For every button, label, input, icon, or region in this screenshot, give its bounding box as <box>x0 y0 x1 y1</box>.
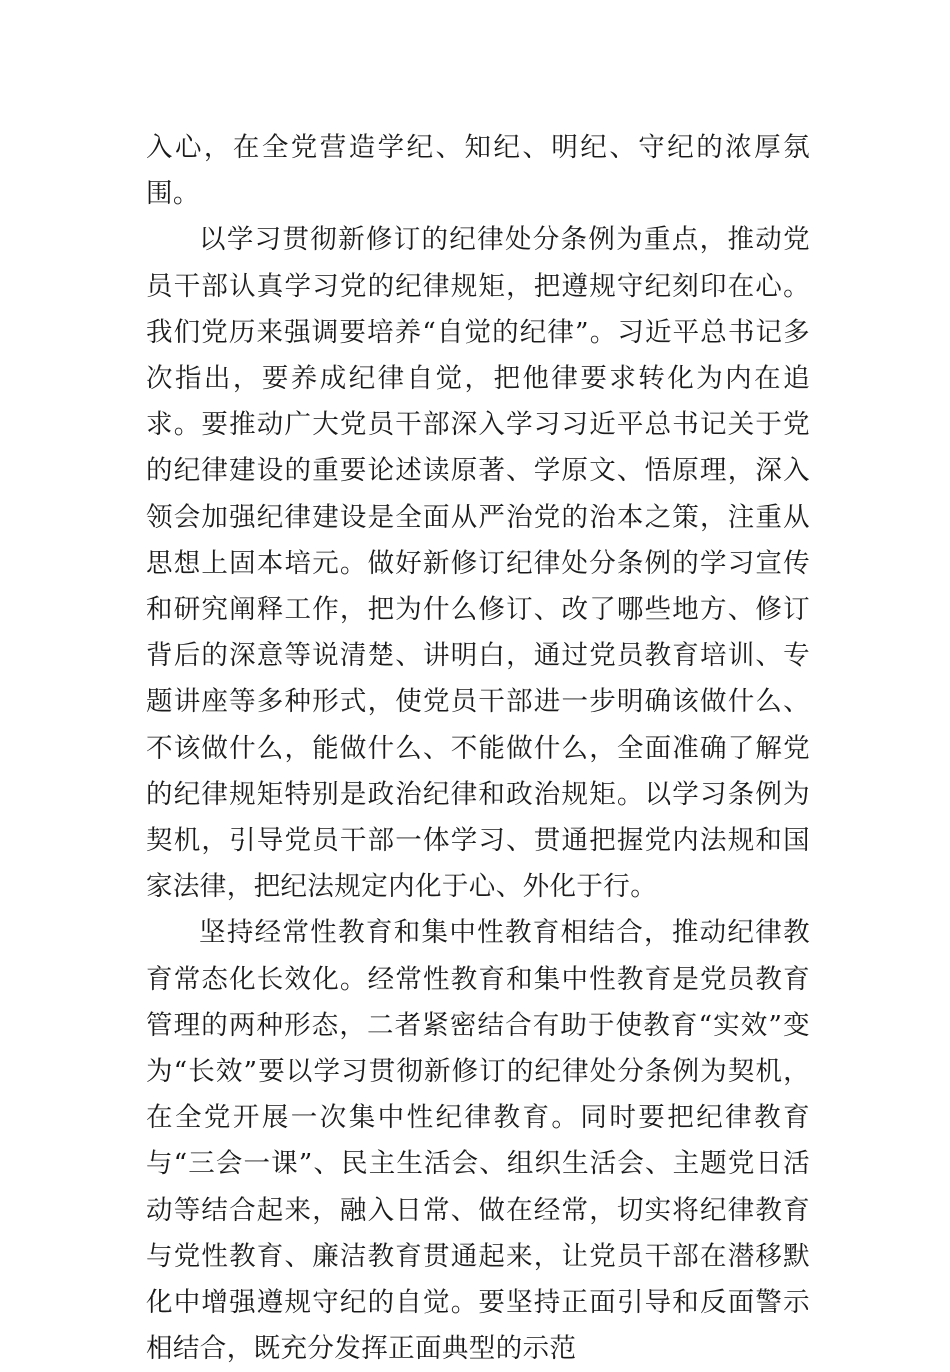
paragraph-study-regulations: 以学习贯彻新修订的纪律处分条例为重点，推动党员干部认真学习党的纪律规矩，把遵规守纪刻印在心。我们党历来强调要培养“自觉的纪律”。习近平总书记多次指出，要养成纪律自觉，把他律要求转化为内在追求。要推动广大党员干部深入学习习近平总书记关于党的纪律建设的重要论述读原著、学原文、悟原理，深入领会加强纪律建设是全面从严治党的治本之策，注重从思想上固本培元。做好新修订纪律处分条例的学习宣传和研究阐释工作，把为什么修订、改了哪些地方、修订背后的深意等说清楚、讲明白，通过党员教育培训、专题讲座等多种形式，使党员干部进一步明确该做什么、不该做什么，能做什么、不能做什么，全面准确了解党的纪律规矩特别是政治纪律和政治规矩。以学习条例为契机，引导党员干部一体学习、贯通把握党内法规和国家法律，把纪法规定内化于心、外化于行。 <box>146 224 810 903</box>
paragraph-education-combination: 坚持经常性教育和集中性教育相结合，推动纪律教育常态化长效化。经常性教育和集中性教育是党员教育管理的两种形态，二者紧密结合有助于使教育“实效”变为“长效”要以学习贯彻新修订的纪律处分条例为契机，在全党开展一次集中性纪律教育。同时要把纪律教育与“三会一课”、民主生活会、组织生活会、主题党日活动等结合起来，融入日常、做在经常，切实将纪律教育与党性教育、廉洁教育贯通起来，让党员干部在潜移默化中增强遵规守纪的自觉。要坚持正面引导和反面警示相结合，既充分发挥正面典型的示范 <box>146 917 810 1365</box>
paragraph-continuation: 入心，在全党营造学纪、知纪、明纪、守纪的浓厚氛围。 <box>146 132 810 210</box>
document-body <box>146 125 810 1372</box>
